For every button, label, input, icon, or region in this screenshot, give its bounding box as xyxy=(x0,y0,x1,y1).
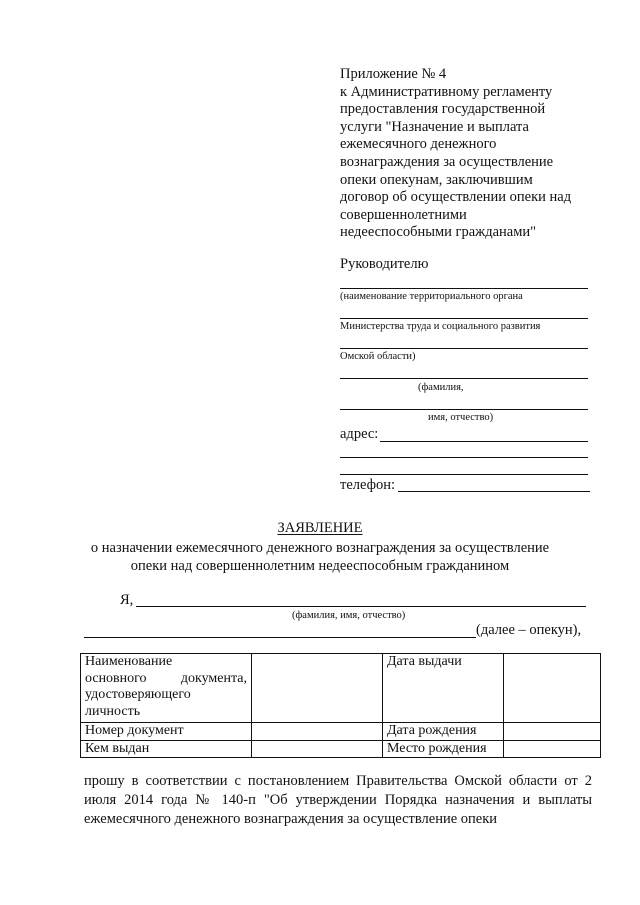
surname-blank-line[interactable] xyxy=(340,378,588,379)
issue-date-label-cell: Дата выдачи xyxy=(383,654,504,723)
org-blank-line-3[interactable] xyxy=(340,348,588,349)
request-paragraph: прошу в соответствии с постановлением Правительства Омской области от 2 июля 2014 года № 140-п "Об утверждении Порядка назначения и выплаты ежемесячного денежного вознаграждения за осуществление опеки xyxy=(84,773,592,827)
appendix-line: к Административному регламенту xyxy=(340,83,553,100)
birth-date-label-cell: Дата рождения xyxy=(383,723,504,741)
appendix-line: недееспособными гражданами" xyxy=(340,224,537,241)
statement-subtitle-line-1: о назначении ежемесячного денежного вознаграждения за осуществление xyxy=(90,540,550,556)
org-hint-3: Омской области) xyxy=(340,351,416,362)
doc-name-value-cell[interactable] xyxy=(252,654,383,723)
guardian-note: (далее – опекун), xyxy=(476,622,582,638)
appendix-line: Приложение № 4 xyxy=(340,66,447,82)
statement-subtitle-line-2: опеки над совершеннолетним недееспособным гражданином xyxy=(130,558,510,574)
appendix-header xyxy=(340,66,600,242)
address-blank-line-2[interactable] xyxy=(340,457,588,458)
doc-number-value-cell[interactable] xyxy=(252,723,383,741)
appendix-line: услуги "Назначение и выплата xyxy=(340,118,529,135)
table-row xyxy=(81,723,601,741)
address-label: адрес: xyxy=(340,426,379,442)
doc-name-label-line: личность xyxy=(85,703,141,719)
doc-name-label-line: основного документа, xyxy=(85,670,247,686)
appendix-line: ежемесячного денежного xyxy=(340,136,497,153)
birth-place-label-cell: Место рождения xyxy=(383,740,504,758)
issued-by-label-cell: Кем выдан xyxy=(81,740,252,758)
name-hint: имя, отчество) xyxy=(428,412,494,423)
org-blank-line-2[interactable] xyxy=(340,318,588,319)
doc-name-label-line: Наименование xyxy=(85,654,173,669)
surname-hint: (фамилия, xyxy=(418,382,464,393)
address-blank-line-3[interactable] xyxy=(340,474,588,475)
appendix-line: совершеннолетними xyxy=(340,206,467,223)
applicant-name-hint: (фамилия, имя, отчество) xyxy=(292,610,406,621)
birth-place-value-cell[interactable] xyxy=(504,740,601,758)
identity-document-table xyxy=(80,653,601,758)
appendix-line: опеки опекунам, заключившим xyxy=(340,171,533,188)
address-blank-line-1[interactable] xyxy=(380,441,588,442)
birth-date-value-cell[interactable] xyxy=(504,723,601,741)
applicant-name-blank-line-2[interactable] xyxy=(84,637,476,638)
statement-heading: ЗАЯВЛЕНИЕ xyxy=(277,520,363,536)
table-row xyxy=(81,740,601,758)
doc-name-label-line: удостоверяющего xyxy=(85,687,191,702)
table-row xyxy=(81,654,601,723)
name-blank-line[interactable] xyxy=(340,409,588,410)
ya-label: Я, xyxy=(120,592,134,608)
org-hint-1: (наименование территориального органа xyxy=(340,291,523,302)
addressee-title: Руководителю xyxy=(340,256,429,272)
issue-date-value-cell[interactable] xyxy=(504,654,601,723)
appendix-line: вознаграждения за осуществление xyxy=(340,153,554,170)
phone-label: телефон: xyxy=(340,477,396,493)
applicant-name-blank-line[interactable] xyxy=(136,606,586,607)
org-hint-2: Министерства труда и социального развития xyxy=(340,321,541,332)
phone-blank-line[interactable] xyxy=(398,491,590,492)
appendix-line: предоставления государственной xyxy=(340,101,546,118)
appendix-line: договор об осуществлении опеки над xyxy=(340,189,572,206)
doc-name-label-cell xyxy=(81,654,252,723)
doc-number-label-cell: Номер документ xyxy=(81,723,252,741)
issued-by-value-cell[interactable] xyxy=(252,740,383,758)
org-blank-line-1[interactable] xyxy=(340,288,588,289)
